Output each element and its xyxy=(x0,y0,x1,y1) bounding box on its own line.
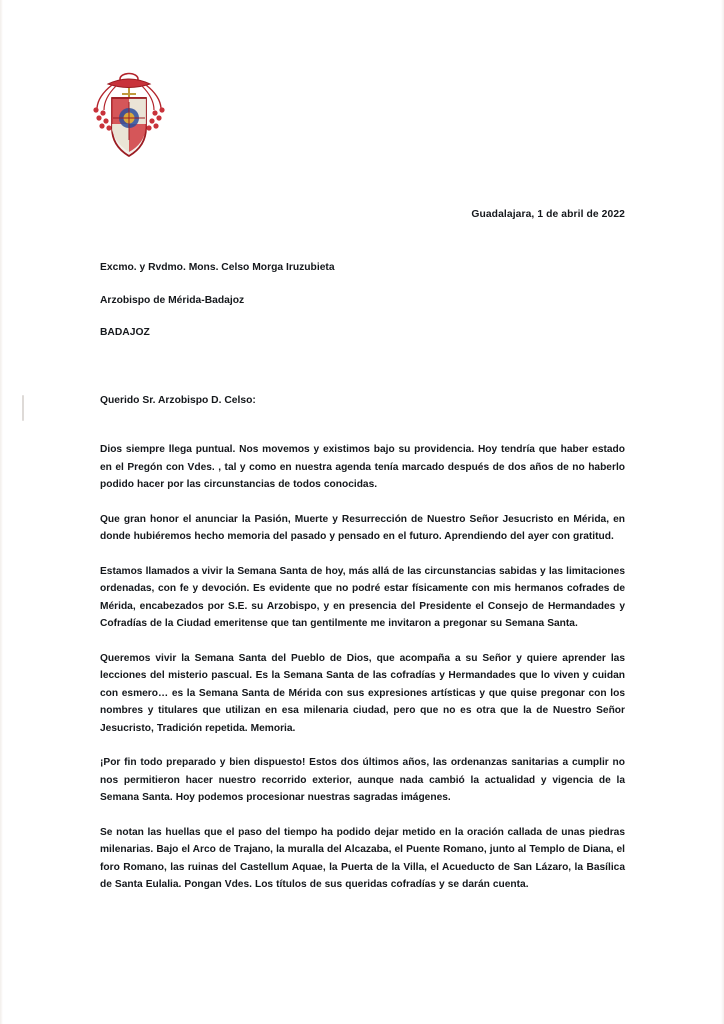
paragraph: ¡Por fin todo preparado y bien dispuesto! Estos dos últimos años, las ordenanzas sanitarias a cumplir no nos permitieron hacer nuestro recorrido exterior, aunque nada cambió la actualidad y vigencia de la Semana Santa. Hoy podemos procesionar nuestras sagradas imágenes. xyxy=(100,757,625,804)
salutation: Querido Sr. Arzobispo D. Celso: xyxy=(100,394,256,406)
addressee-block xyxy=(100,259,625,341)
paragraph: Estamos llamados a vivir la Semana Santa de hoy, más allá de las circunstancias sabidas y las limitaciones ordenadas, con fe y devoción. Es evidente que no podré estar físicamente con mis hermanos cofrades de Mérida, encabezados por S.E. su Arzobispo, y en presencia del Presidente el Consejo de Hermandades y Cofradías de la Ciudad emeritense que tan gentilmente me invitaron a pregonar su Semana Santa. xyxy=(100,565,625,630)
letter-body xyxy=(100,206,625,894)
episcopal-coat-of-arms-icon xyxy=(74,66,184,166)
scan-edge-left xyxy=(0,0,3,1024)
paragraph: Se notan las huellas que el paso del tiempo ha podido dejar metido en la oración callada de unas piedras milenarias. Bajo el Arco de Trajano, la muralla del Alcazaba, el Puente Romano, junto al Templo de Diana, el foro Romano, las ruinas del Castellum Aquae, la Puerta de la Villa, el Acueducto de San Lázaro, la Basílica de Santa Eulalia. Pongan Vdes. Los títulos de sus queridas cofradías y se darán cuenta. xyxy=(100,826,625,891)
date-line: Guadalajara, 1 de abril de 2022 xyxy=(471,209,625,220)
addressee-line-1: Excmo. y Rvdmo. Mons. Celso Morga Iruzubieta xyxy=(100,262,335,274)
paragraph: Queremos vivir la Semana Santa del Pueblo de Dios, que acompaña a su Señor y quiere aprender las lecciones del misterio pascual. Es la Semana Santa de las cofradías y Hermandades que lo viven y cuidan con esmero… es la Semana Santa de Mérida con sus expresiones artísticas y que quise pregonar con los nombres y titulares que utilizan en esa milenaria ciudad, pero que no es otra que la de Nuestro Señor Jesucristo, Tradición repetida. Memoria. xyxy=(100,652,625,734)
addressee-line-2: Arzobispo de Mérida-Badajoz xyxy=(100,294,245,306)
letter-paragraphs xyxy=(100,441,625,894)
paragraph: Dios siempre llega puntual. Nos movemos y existimos bajo su providencia. Hoy tendría que haber estado en el Pregón con Vdes. , tal y como en nuestra agenda tenía marcado después de dos años de no haberlo podido hacer por las circunstancias de todos conocidas. xyxy=(100,444,625,491)
addressee-line-3: BADAJOZ xyxy=(100,327,150,339)
paragraph: Que gran honor el anunciar la Pasión, Muerte y Resurrección de Nuestro Señor Jesucristo en Mérida, en donde hubiéremos hecho memoria del pasado y pensado en el futuro. Aprendiendo del ayer con gratitud. xyxy=(100,513,625,543)
scan-artifact xyxy=(22,395,24,421)
